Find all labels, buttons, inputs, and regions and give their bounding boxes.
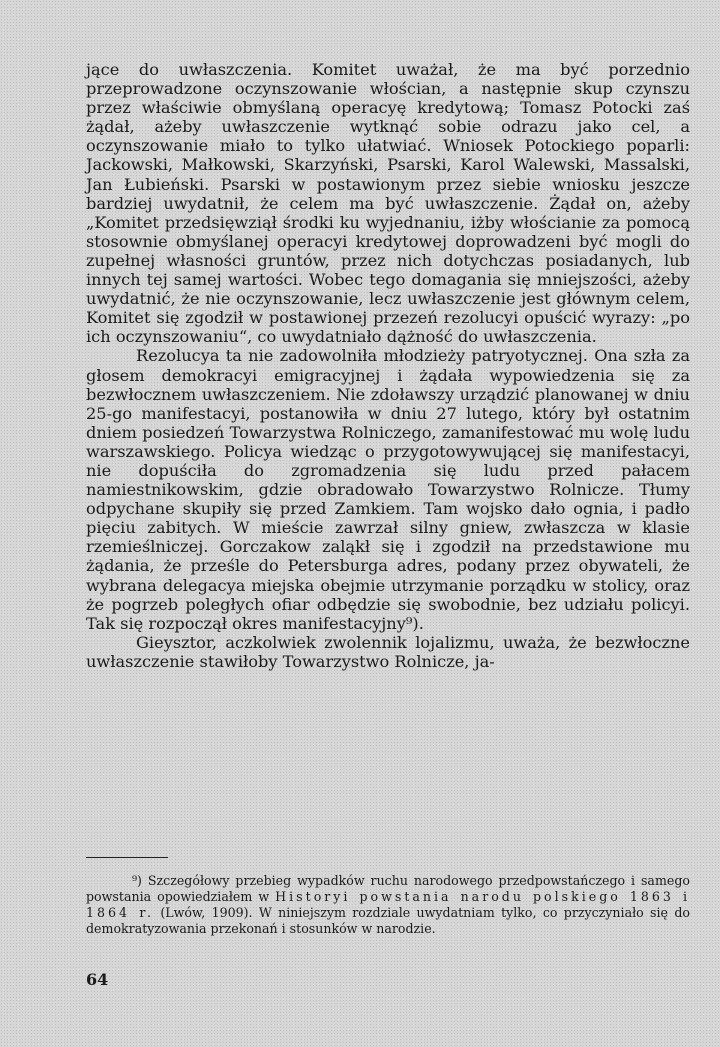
footnote-text-before: Szczegółowy przebieg wypadków ruchu narodowego przedpowstańczego i samego powstania opowiedziałem w xyxy=(86,873,690,904)
footnote-marker: ⁹) xyxy=(132,873,142,888)
footnote-divider xyxy=(86,857,168,858)
paragraph-2-end: . xyxy=(418,613,424,633)
paragraph-2-text: Rezolucya ta nie zadowolniła młodzieży patryotycznej. Ona szła za głosem demokracyi emigracyjnej i żądała wypowiedzenia się za bezwłocznem uwłaszczeniem. Nie zdoławszy urządzić planowanej w dniu 25-go manifestacyi, postanowiła w dniu 27 lutego, który był ostatnim dniem posiedzeń Towarzystwa Rolniczego, zamanifestować mu wolę ludu warszawskiego. Policya wiedząc o przygotowywującej się manifestacyi, nie dopuściła do zgromadzenia się ludu przed pałacem namiestnikowskim, gdzie obradowało Towarzystwo Rolnicze. Tłumy odpychane skupiły się przed Zamkiem. Tam wojsko dało ognia, i padło pięciu zabitych. W mieście zawrzał silny gniew, zwłaszcza w klasie rzemieślniczej. Gorczakow zaląkł się i zgodził na przedstawione mu żądania, że prześle do Petersburga adres, podany przez obywateli, że wybrana delegacya miejska obejmie utrzymanie porządku w stolicy, oraz że pogrzeb poległych ofiar odbędzie się swobodnie, bez udziału policyi. Tak się rozpoczął okres manifestacyjny xyxy=(86,346,690,633)
main-text xyxy=(86,60,690,671)
footnote-reference: ⁹) xyxy=(405,613,419,633)
paragraph-1: jące do uwłaszczenia. Komitet uważał, że ma być porzednio przeprowadzone oczynszowanie włościan, a następnie skup czynszu przez właściwie obmyślaną operacyę kredytową; Tomasz Potocki zaś żądał, ażeby uwłaszczenie wytknąć sobie odrazu jako cel, a oczynszowanie miało to tylko ułatwiać. Wniosek Potockiego poparli: Jackowski, Małkowski, Skarzyński, Psarski, Karol Walewski, Massalski, Jan Łubieński. Psarski w postawionym przez siebie wniosku jeszcze bardziej uwydatnił, że celem ma być uwłaszczenie. Żądał on, ażeby „Komitet przedsięwziął środki ku wyjednaniu, iżby włościanie za pomocą stosownie obmyślanej operacyi kredytowej doprowadzeni być mogli do zupełnej własności gruntów, przez nich dotychczas posiadanych, lub innych tej samej wartości. Wobec tego domagania się mniejszości, ażeby uwydatnić, że nie oczynszowanie, lecz uwłaszczenie jest głównym celem, Komitet się zgodził w postawionej przezeń rezolucyi opuścić wyrazy: „po ich oczynszowaniu“, co uwydatniało dążność do uwłaszczenia. xyxy=(86,60,690,347)
paragraph-2 xyxy=(86,346,690,632)
footnote-cited-title: Historyi powstania narodu polskiego 1863 i 1864 r. xyxy=(86,889,690,920)
page-number: 64 xyxy=(86,970,109,989)
footnote xyxy=(86,873,690,937)
footnote-text-after: (Lwów, 1909). W niniejszym rozdziale uwydatniam tylko, co przyczyniało się do demokratyzowania przekonań i stosunków w narodzie. xyxy=(86,905,690,936)
paragraph-3: Gieysztor, aczkolwiek zwolennik lojalizmu, uważa, że bezwłoczne uwłaszczenie stawiłoby Towarzystwo Rolnicze, ja- xyxy=(86,632,690,671)
